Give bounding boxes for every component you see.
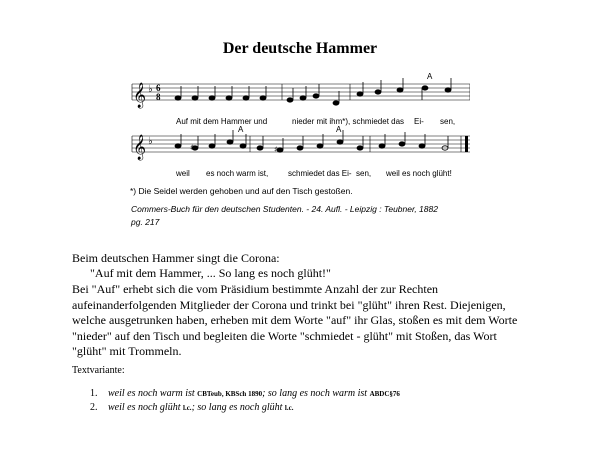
variant-item: 1. weil es noch warm ist CBTeub, KBSch 1890; so lang es noch warm ist ABDC§76 — [90, 388, 400, 399]
lyric-line2-d: sen, — [356, 169, 372, 178]
svg-text:♯: ♯ — [190, 143, 194, 152]
source-citation: Commers-Buch für den deutschen Studenten. - 24. Aufl. - Leipzig : Teubner, 1882 — [131, 204, 438, 214]
svg-text:♯: ♯ — [274, 145, 278, 154]
quote-text: "Auf mit dem Hammer, ... So lang es noch glüht!" — [90, 266, 331, 280]
lyric-line1-a: Auf mit dem Hammer und — [176, 117, 268, 126]
lyric-line1-c: Ei- — [414, 117, 424, 126]
svg-text:8: 8 — [156, 92, 161, 102]
svg-text:6: 6 — [156, 83, 161, 93]
svg-text:A: A — [336, 125, 342, 134]
footnote: *) Die Seidel werden gehoben und auf den Tisch gestoßen. — [130, 186, 353, 196]
svg-text:A: A — [427, 72, 433, 81]
treble-clef-icon: 𝄞 — [133, 83, 147, 108]
treble-clef-icon: 𝄞 — [133, 135, 147, 160]
source-page: pg. 217 — [131, 217, 160, 227]
intro-text: Beim deutschen Hammer singt die Corona: — [72, 251, 280, 265]
variants-label: Textvariante: — [72, 365, 125, 376]
variant-item: 2. weil es noch glüht l.c.; so lang es noch glüht l.c. — [90, 402, 294, 413]
lyric-line1-d: sen, — [440, 117, 456, 126]
song-title: Der deutsche Hammer — [222, 40, 378, 57]
svg-text:♭: ♭ — [148, 136, 153, 147]
music-score — [120, 70, 470, 190]
svg-text:A: A — [238, 125, 244, 134]
lyric-line1-b: nieder mit ihm*), schmiedet das — [292, 117, 405, 126]
svg-text:♭: ♭ — [148, 84, 153, 95]
lyric-line2-e: weil es noch glüht! — [386, 169, 452, 178]
lyric-line2-c: schmiedet das Ei- — [288, 169, 352, 178]
body-text: Bei "Auf" erhebt sich die vom Präsidium bestimmte Anzahl der zur Rechten aufeinanderfolgenden Mitglieder der Corona und trinkt bei "glüht" ihren Rest. Diejenigen, welche ausgetrunken haben, erheben mit dem Worte "auf" ihr Glas, stoßen es mit dem Worte "nieder" auf den Tisch und begleiten die Worte "schmiedet - glüht" mit Stoßen, das Wort "glüht" mit Trommeln. — [72, 282, 518, 358]
lyric-line2-b: es noch warm ist, — [206, 169, 269, 178]
lyric-line2-a: weil — [176, 169, 190, 178]
